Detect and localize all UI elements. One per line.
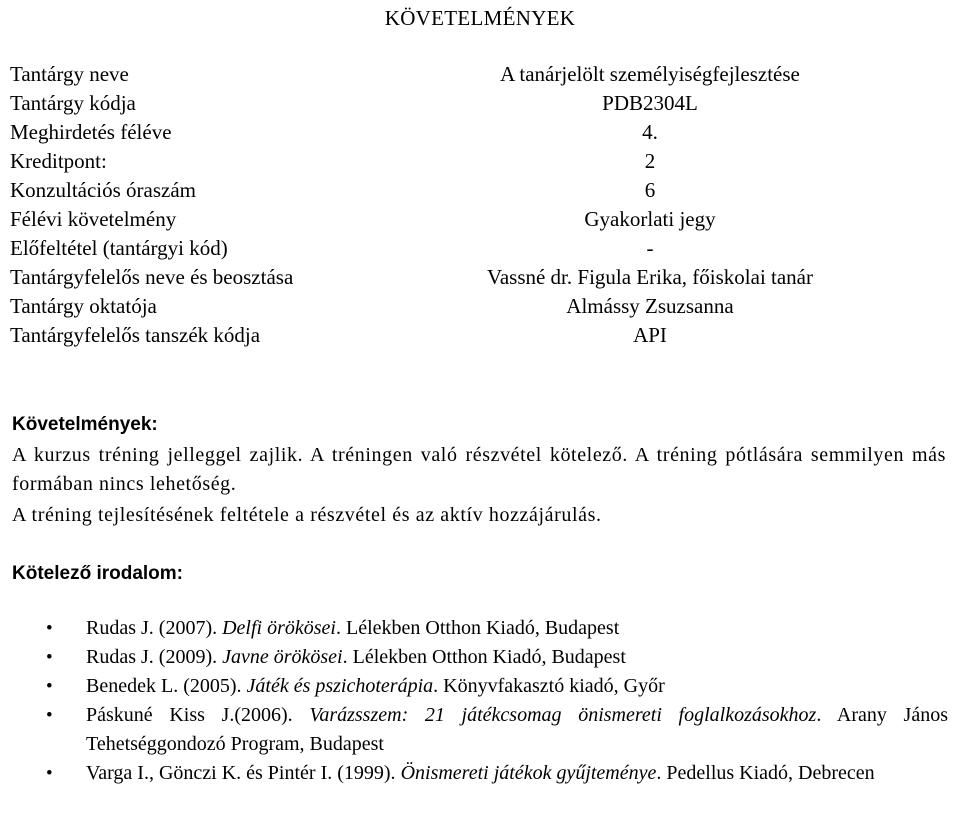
citation-title: Delfi örökösei xyxy=(222,617,336,639)
citation-title: Varázsszem: 21 játékcsomag önismereti foglalkozásokhoz xyxy=(309,704,817,726)
bullet-icon: • xyxy=(46,705,53,726)
bullet-icon: • xyxy=(46,763,53,784)
info-row-consultation-hours xyxy=(10,176,950,205)
info-row-instructor xyxy=(10,292,950,321)
course-info-table xyxy=(10,60,950,350)
list-item xyxy=(40,643,948,672)
info-label: Félévi követelmény xyxy=(10,207,177,231)
info-value: 6 xyxy=(644,178,656,202)
info-row-semester xyxy=(10,118,950,147)
citation-publisher: . Lélekben Otthon Kiadó, Budapest xyxy=(335,617,620,639)
info-label: Tantárgy oktatója xyxy=(10,294,157,318)
list-item xyxy=(40,672,948,701)
info-value: PDB2304L xyxy=(602,91,698,115)
info-label: Konzultációs óraszám xyxy=(10,178,197,202)
list-item xyxy=(40,701,948,759)
info-value: API xyxy=(633,323,667,347)
info-row-department-code xyxy=(10,321,950,350)
document-title: KÖVETELMÉNYEK xyxy=(384,6,576,30)
info-label: Tantárgy neve xyxy=(10,62,129,86)
requirements-paragraph: A kurzus tréning jelleggel zajlik. A tréningen való részvétel kötelező. A tréning pótlására semmilyen más formában nincs lehetőség. xyxy=(12,444,946,495)
info-value: Gyakorlati jegy xyxy=(584,207,716,231)
info-row-course-owner xyxy=(10,263,950,292)
info-value: A tanárjelölt személyiségfejlesztése xyxy=(500,62,800,86)
bullet-icon: • xyxy=(46,647,53,668)
citation-publisher: . Pedellus Kiadó, Debrecen xyxy=(656,762,875,784)
info-label: Előfeltétel (tantárgyi kód) xyxy=(10,236,228,260)
citation-title: Javne örökösei xyxy=(222,646,343,668)
info-label: Tantárgyfelelős tanszék kódja xyxy=(10,323,261,347)
citation-authors: Benedek L. (2005). xyxy=(86,675,247,697)
info-row-course-name xyxy=(10,60,950,89)
info-row-course-code xyxy=(10,89,950,118)
info-label: Tantárgyfelelős neve és beosztása xyxy=(10,265,294,289)
list-item xyxy=(40,614,948,643)
info-row-credits xyxy=(10,147,950,176)
citation-authors: Rudas J. (2009). xyxy=(86,646,223,668)
requirements-paragraph: A tréning tejlesítésének feltétele a részvétel és az aktív hozzájárulás. xyxy=(12,504,602,526)
bullet-icon: • xyxy=(46,618,53,639)
info-value: Vassné dr. Figula Erika, főiskolai tanár xyxy=(486,265,813,289)
bullet-icon: • xyxy=(46,676,53,697)
info-label: Meghirdetés féléve xyxy=(10,120,172,144)
citation-publisher: . Arany János Tehetséggondozó Program, Budapest xyxy=(86,704,948,755)
literature-heading: Kötelező irodalom: xyxy=(12,563,184,584)
info-value: - xyxy=(646,236,654,260)
citation-publisher: . Lélekben Otthon Kiadó, Budapest xyxy=(342,646,626,668)
citation-publisher: . Könyvfakasztó kiadó, Győr xyxy=(433,675,665,697)
info-value: 2 xyxy=(644,149,656,173)
info-value: Almássy Zsuzsanna xyxy=(566,294,734,318)
citation-title: Játék és pszichoterápia xyxy=(246,675,434,697)
info-row-semester-requirement xyxy=(10,205,950,234)
info-row-prerequisite xyxy=(10,234,950,263)
literature-list xyxy=(40,614,948,788)
citation-title: Önismereti játékok gyűjteménye xyxy=(400,762,657,784)
requirements-heading: Követelmények: xyxy=(12,414,158,435)
list-item xyxy=(40,759,948,788)
citation-authors: Rudas J. (2007). xyxy=(86,617,223,639)
info-label: Tantárgy kódja xyxy=(10,91,136,115)
citation-authors: Varga I., Gönczi K. és Pintér I. (1999). xyxy=(86,762,401,784)
info-label: Kreditpont: xyxy=(10,149,107,173)
info-value: 4. xyxy=(642,120,658,144)
citation-authors: Páskuné Kiss J.(2006). xyxy=(86,704,310,726)
